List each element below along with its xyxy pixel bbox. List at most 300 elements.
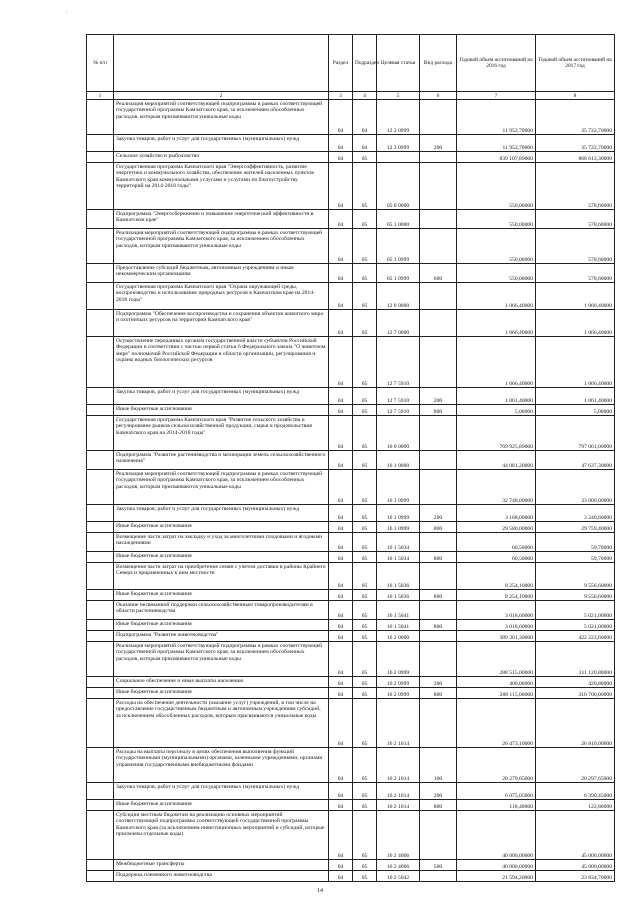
- table-row: [87, 152, 615, 163]
- razdel-cell: 04: [329, 405, 353, 416]
- amount-2016-cell: 40 000,00000: [457, 811, 536, 860]
- cs-cell: 05 1 0999: [377, 229, 420, 264]
- razdel-cell: 04: [329, 100, 353, 135]
- amount-2017-cell: 1 066,40000: [536, 283, 615, 310]
- amount-2016-cell: 11 952,70000: [457, 135, 536, 152]
- table-row: [87, 533, 615, 552]
- col-2017-header: Годовой объем ассигнований на 2017 год: [536, 35, 615, 92]
- amount-2016-cell: 288 515,00000: [457, 642, 536, 677]
- razdel-cell: 04: [329, 163, 353, 210]
- table-row: [87, 783, 615, 800]
- vr-cell: 800: [420, 620, 457, 631]
- podrazdel-cell: 05: [353, 871, 377, 882]
- podrazdel-cell: 05: [353, 470, 377, 505]
- podrazdel-cell: 05: [353, 505, 377, 522]
- budget-table: [86, 34, 615, 882]
- amount-2016-cell: 40 000,00000: [457, 860, 536, 871]
- table-row: [87, 748, 615, 783]
- cs-cell: 16 2 4006: [377, 811, 420, 860]
- amount-2017-cell: 20 297,65000: [536, 748, 615, 783]
- razdel-cell: 04: [329, 631, 353, 642]
- num-cell: [87, 811, 114, 860]
- page-number: 14: [317, 888, 323, 894]
- vr-cell: 500: [420, 860, 457, 871]
- podrazdel-cell: 05: [353, 310, 377, 337]
- podrazdel-cell: 05: [353, 590, 377, 601]
- amount-2017-cell: 35 722,70000: [536, 135, 615, 152]
- amount-2016-cell: 550,00000: [457, 210, 536, 229]
- num-cell: [87, 100, 114, 135]
- colnum: 7: [457, 92, 536, 100]
- name-cell: Реализация мероприятий соответствующей подпрограммы в рамках соответствующей государственной программы Камчатского края, за исключением обособленных расходов, которым присваиваются уникальные коды: [114, 470, 329, 505]
- cs-cell: [377, 152, 420, 163]
- amount-2017-cell: 578,60000: [536, 210, 615, 229]
- cs-cell: 12 2 0999: [377, 135, 420, 152]
- amount-2017-cell: 59,70000: [536, 533, 615, 552]
- num-cell: [87, 505, 114, 522]
- cs-cell: 16 1 0000: [377, 451, 420, 470]
- name-cell: Государственная программа Камчатского края "Развитие сельского хозяйства и регулирование рынков сельскохозяйственной продукции, сырья и продовольствия Камчатского края на 2014-2018 годы": [114, 416, 329, 451]
- podrazdel-cell: 05: [353, 388, 377, 405]
- razdel-cell: 04: [329, 505, 353, 522]
- num-cell: [87, 264, 114, 283]
- razdel-cell: 04: [329, 811, 353, 860]
- razdel-cell: 04: [329, 135, 353, 152]
- col-podrazdel-header: Подраздел: [353, 35, 377, 92]
- vr-cell: 300: [420, 677, 457, 688]
- table-body: [87, 100, 615, 882]
- col-2016-header: Годовой объем ассигнований на 2016 год: [457, 35, 536, 92]
- vr-cell: [420, 283, 457, 310]
- podrazdel-cell: 05: [353, 210, 377, 229]
- table-row: [87, 451, 615, 470]
- name-cell: Подпрограмма "Обеспечение воспроизводства и сохранения объектов животного мира и охотничьих ресурсов на территории Камчатского края": [114, 310, 329, 337]
- podrazdel-cell: 05: [353, 783, 377, 800]
- cs-cell: 16 2 1014: [377, 699, 420, 748]
- cs-cell: 12 7 5910: [377, 388, 420, 405]
- amount-2017-cell: 33 000,00000: [536, 470, 615, 505]
- vr-cell: 800: [420, 405, 457, 416]
- amount-2016-cell: 21 594,20000: [457, 871, 536, 882]
- amount-2017-cell: 45 000,00000: [536, 811, 615, 860]
- vr-cell: [420, 563, 457, 590]
- colnum: 4: [353, 92, 377, 100]
- cs-cell: 12 7 5910: [377, 337, 420, 388]
- num-cell: [87, 388, 114, 405]
- cs-cell: 16 1 0999: [377, 470, 420, 505]
- razdel-cell: 04: [329, 748, 353, 783]
- table-row: [87, 470, 615, 505]
- num-cell: [87, 552, 114, 563]
- cs-cell: 16 1 5034: [377, 552, 420, 563]
- num-cell: [87, 451, 114, 470]
- razdel-cell: 04: [329, 871, 353, 882]
- amount-2017-cell: 578,60000: [536, 163, 615, 210]
- amount-2016-cell: 60,50000: [457, 552, 536, 563]
- amount-2017-cell: 420,80000: [536, 677, 615, 688]
- razdel-cell: 04: [329, 264, 353, 283]
- amount-2017-cell: 35 722,70000: [536, 100, 615, 135]
- colnum: 5: [377, 92, 420, 100]
- razdel-cell: 04: [329, 590, 353, 601]
- amount-2016-cell: 8 254,10000: [457, 590, 536, 601]
- podrazdel-cell: 05: [353, 677, 377, 688]
- vr-cell: 200: [420, 505, 457, 522]
- cs-cell: 16 1 5036: [377, 563, 420, 590]
- amount-2017-cell: 797 061,00000: [536, 416, 615, 451]
- num-cell: [87, 135, 114, 152]
- name-cell: Иные бюджетные ассигнования: [114, 590, 329, 601]
- podrazdel-cell: 05: [353, 283, 377, 310]
- razdel-cell: 04: [329, 229, 353, 264]
- vr-cell: [420, 871, 457, 882]
- name-cell: Подпрограмма "Развитие животноводства": [114, 631, 329, 642]
- vr-cell: [420, 337, 457, 388]
- podrazdel-cell: 04: [353, 135, 377, 152]
- vr-cell: 100: [420, 748, 457, 783]
- cs-cell: 16 2 1014: [377, 800, 420, 811]
- amount-2017-cell: 45 000,00000: [536, 860, 615, 871]
- podrazdel-cell: 05: [353, 699, 377, 748]
- amount-2016-cell: 3 018,60000: [457, 601, 536, 620]
- amount-2017-cell: 311 120,80000: [536, 642, 615, 677]
- name-cell: Подпрограмма "Энергосбережение и повышение энергетической эффективности в Камчатском крае": [114, 210, 329, 229]
- vr-cell: [420, 210, 457, 229]
- vr-cell: [420, 451, 457, 470]
- name-cell: Социальное обеспечение и иные выплаты населению: [114, 677, 329, 688]
- amount-2016-cell: 44 081,20000: [457, 451, 536, 470]
- vr-cell: [420, 631, 457, 642]
- num-cell: [87, 642, 114, 677]
- num-cell: [87, 783, 114, 800]
- amount-2017-cell: 122,80000: [536, 800, 615, 811]
- razdel-cell: 04: [329, 416, 353, 451]
- amount-2017-cell: 578,60000: [536, 229, 615, 264]
- razdel-cell: 04: [329, 451, 353, 470]
- amount-2017-cell: 1 061,40000: [536, 388, 615, 405]
- name-cell: Иные бюджетные ассигнования: [114, 552, 329, 563]
- cs-cell: 05 1 0000: [377, 210, 420, 229]
- table-row: [87, 590, 615, 601]
- table-row: [87, 135, 615, 152]
- table-row: [87, 800, 615, 811]
- razdel-cell: 04: [329, 210, 353, 229]
- cs-cell: 16 2 1014: [377, 783, 420, 800]
- num-cell: [87, 677, 114, 688]
- razdel-cell: 04: [329, 642, 353, 677]
- cs-cell: 16 2 0999: [377, 688, 420, 699]
- header-row: [87, 35, 615, 92]
- amount-2017-cell: 5,00000: [536, 405, 615, 416]
- table-row: [87, 310, 615, 337]
- vr-cell: 800: [420, 800, 457, 811]
- amount-2016-cell: 1 066,40000: [457, 283, 536, 310]
- name-cell: Возмещение части затрат на закладку и уход за многолетними плодовыми и ягодными насаждениями: [114, 533, 329, 552]
- vr-cell: [420, 100, 457, 135]
- amount-2017-cell: 1 066,40000: [536, 310, 615, 337]
- cs-cell: 16 2 0999: [377, 642, 420, 677]
- amount-2017-cell: 5 021,00000: [536, 601, 615, 620]
- amount-2016-cell: 550,00000: [457, 229, 536, 264]
- razdel-cell: 04: [329, 563, 353, 590]
- num-cell: [87, 470, 114, 505]
- vr-cell: [420, 152, 457, 163]
- podrazdel-cell: 05: [353, 601, 377, 620]
- razdel-cell: 04: [329, 283, 353, 310]
- num-cell: [87, 283, 114, 310]
- amount-2016-cell: 3 018,60000: [457, 620, 536, 631]
- name-cell: Оказание несвязанной поддержки сельскохозяйственным товаропроизводителям в области растениеводства: [114, 601, 329, 620]
- podrazdel-cell: 05: [353, 811, 377, 860]
- cs-cell: 05 1 0999: [377, 264, 420, 283]
- table-row: [87, 642, 615, 677]
- cs-cell: 16 1 0999: [377, 505, 420, 522]
- cs-cell: 16 2 1014: [377, 748, 420, 783]
- table-row: [87, 552, 615, 563]
- amount-2016-cell: 3 168,00000: [457, 505, 536, 522]
- amount-2016-cell: 1 066,40000: [457, 337, 536, 388]
- num-cell: [87, 152, 114, 163]
- razdel-cell: 04: [329, 552, 353, 563]
- num-cell: [87, 310, 114, 337]
- table-row: [87, 631, 615, 642]
- num-cell: [87, 620, 114, 631]
- name-cell: Государственная программа Камчатского края "Энергоэффективность, развитие энергетики и коммунального хозяйства, обеспечение жителей населенных пунктов Камчатского края коммунальными услугами и услугами по благоустройству территорий на 2014-2018 годы": [114, 163, 329, 210]
- razdel-cell: 04: [329, 152, 353, 163]
- name-cell: Субсидии местным бюджетам на реализацию основных мероприятий соответствующей подпрограммы соответствующей государственной программы Камчатского края (за исключением инвестиционных мероприятий и субсидий, которые присвоены отдельные коды): [114, 811, 329, 860]
- razdel-cell: 04: [329, 388, 353, 405]
- podrazdel-cell: 05: [353, 552, 377, 563]
- amount-2016-cell: 5,00000: [457, 405, 536, 416]
- vr-cell: [420, 533, 457, 552]
- corner-mark: :: [66, 10, 68, 15]
- table-row: [87, 860, 615, 871]
- num-cell: [87, 631, 114, 642]
- name-cell: Реализация мероприятий соответствующей подпрограммы в рамках соответствующей государственной программы Камчатского края, за исключением обособленных расходов, которым присваиваются уникальные коды: [114, 229, 329, 264]
- table-row: [87, 563, 615, 590]
- name-cell: Сельское хозяйство и рыболовство: [114, 152, 329, 163]
- amount-2017-cell: 9 556,60000: [536, 590, 615, 601]
- podrazdel-cell: 05: [353, 337, 377, 388]
- amount-2017-cell: 5 021,00000: [536, 620, 615, 631]
- name-cell: Иные бюджетные ассигнования: [114, 522, 329, 533]
- vr-cell: [420, 163, 457, 210]
- amount-2017-cell: 59,70000: [536, 552, 615, 563]
- num-cell: [87, 800, 114, 811]
- vr-cell: 800: [420, 552, 457, 563]
- table-row: [87, 505, 615, 522]
- num-cell: [87, 871, 114, 882]
- vr-cell: 200: [420, 783, 457, 800]
- amount-2017-cell: 47 637,30000: [536, 451, 615, 470]
- col-name-header: [114, 35, 329, 92]
- amount-2016-cell: 389 301,30000: [457, 631, 536, 642]
- vr-cell: 200: [420, 388, 457, 405]
- podrazdel-cell: 05: [353, 860, 377, 871]
- podrazdel-cell: 05: [353, 563, 377, 590]
- podrazdel-cell: 05: [353, 748, 377, 783]
- cs-cell: 16 2 0999: [377, 677, 420, 688]
- amount-2016-cell: 20 279,65000: [457, 748, 536, 783]
- num-cell: [87, 210, 114, 229]
- amount-2016-cell: 769 925,89000: [457, 416, 536, 451]
- col-razdel-header: Раздел: [329, 35, 353, 92]
- cs-cell: 12 7 0000: [377, 310, 420, 337]
- num-cell: [87, 337, 114, 388]
- amount-2016-cell: 118,40000: [457, 800, 536, 811]
- amount-2017-cell: 6 390,45000: [536, 783, 615, 800]
- podrazdel-cell: 05: [353, 451, 377, 470]
- razdel-cell: 04: [329, 470, 353, 505]
- podrazdel-cell: 05: [353, 642, 377, 677]
- name-cell: Иные бюджетные ассигнования: [114, 620, 329, 631]
- num-cell: [87, 522, 114, 533]
- razdel-cell: 04: [329, 620, 353, 631]
- cs-cell: 16 1 5041: [377, 601, 420, 620]
- num-cell: [87, 163, 114, 210]
- podrazdel-cell: 05: [353, 405, 377, 416]
- colnum: 8: [536, 92, 615, 100]
- cs-cell: 16 1 5041: [377, 620, 420, 631]
- table-row: [87, 416, 615, 451]
- table-row: [87, 620, 615, 631]
- cs-cell: 12 7 5910: [377, 405, 420, 416]
- amount-2017-cell: 310 700,00000: [536, 688, 615, 699]
- amount-2016-cell: 26 473,10000: [457, 699, 536, 748]
- razdel-cell: 04: [329, 783, 353, 800]
- num-cell: [87, 601, 114, 620]
- podrazdel-cell: 05: [353, 416, 377, 451]
- podrazdel-cell: 04: [353, 100, 377, 135]
- razdel-cell: 04: [329, 522, 353, 533]
- num-cell: [87, 563, 114, 590]
- colnum: 6: [420, 92, 457, 100]
- name-cell: Иные бюджетные ассигнования: [114, 405, 329, 416]
- razdel-cell: 04: [329, 533, 353, 552]
- vr-cell: [420, 601, 457, 620]
- vr-cell: [420, 470, 457, 505]
- name-cell: Иные бюджетные ассигнования: [114, 688, 329, 699]
- amount-2016-cell: 1 066,40000: [457, 310, 536, 337]
- podrazdel-cell: 05: [353, 620, 377, 631]
- table-row: [87, 811, 615, 860]
- amount-2017-cell: 26 810,00000: [536, 699, 615, 748]
- num-cell: [87, 699, 114, 748]
- vr-cell: 600: [420, 264, 457, 283]
- amount-2016-cell: 1 061,40000: [457, 388, 536, 405]
- vr-cell: [420, 699, 457, 748]
- amount-2017-cell: 422 223,60000: [536, 631, 615, 642]
- num-cell: [87, 229, 114, 264]
- cs-cell: 16 2 4006: [377, 860, 420, 871]
- name-cell: Закупка товаров, работ и услуг для государственных (муниципальных) нужд: [114, 505, 329, 522]
- name-cell: Расходы на выплаты персоналу в целях обеспечения выполнения функций государственными (муниципальными) органами, казенными учреждениями, органами управления государственными внебюджетными фондами: [114, 748, 329, 783]
- amount-2016-cell: 839 107,89000: [457, 152, 536, 163]
- cs-cell: 12 0 0000: [377, 283, 420, 310]
- amount-2016-cell: 550,00000: [457, 163, 536, 210]
- table-row: [87, 405, 615, 416]
- amount-2017-cell: 1 066,40000: [536, 337, 615, 388]
- podrazdel-cell: 05: [353, 631, 377, 642]
- amount-2016-cell: 6 075,05000: [457, 783, 536, 800]
- name-cell: Предоставление субсидий бюджетным, автономным учреждениям и иным некоммерческим организациям: [114, 264, 329, 283]
- name-cell: Государственная программа Камчатского края "Охрана окружающей среды, воспроизводство и использование природных ресурсов в Камчатском крае на 2014-2018 годы": [114, 283, 329, 310]
- name-cell: Поддержка племенного животноводства: [114, 871, 329, 882]
- table-row: [87, 210, 615, 229]
- name-cell: Реализация мероприятий соответствующей подпрограммы в рамках соответствующей государственной программы Камчатского края, за исключением обособленных расходов, которым присваиваются уникальные коды: [114, 100, 329, 135]
- name-cell: Осуществление переданных органам государственной власти субъектов Российской Федерации в соответствии с частью первой статьи 6 Федерального закона "О животном мире" полномочий Российской Федерации в области организации, регулирования и охраны водных биологических ресурсов: [114, 337, 329, 388]
- razdel-cell: 04: [329, 337, 353, 388]
- num-cell: [87, 416, 114, 451]
- amount-2016-cell: 288 115,00000: [457, 688, 536, 699]
- amount-2016-cell: 8 254,10000: [457, 563, 536, 590]
- table-row: [87, 871, 615, 882]
- col-cs-header: Целевая статья: [377, 35, 420, 92]
- name-cell: Расходы на обеспечение деятельности (оказание услуг) учреждений, в том числе на предоставление государственным бюджетным и автономным учреждениям субсидий, за исключением обособленных расходов, которым присваиваются уникальные коды: [114, 699, 329, 748]
- cs-cell: 05 0 0000: [377, 163, 420, 210]
- podrazdel-cell: 05: [353, 163, 377, 210]
- amount-2017-cell: 9 556,60000: [536, 563, 615, 590]
- table-row: [87, 699, 615, 748]
- name-cell: Иные бюджетные ассигнования: [114, 800, 329, 811]
- column-number-row: [87, 92, 615, 100]
- amount-2016-cell: 29 580,00000: [457, 522, 536, 533]
- vr-cell: 800: [420, 522, 457, 533]
- cs-cell: 12 2 0999: [377, 100, 420, 135]
- podrazdel-cell: 05: [353, 688, 377, 699]
- amount-2017-cell: 578,60000: [536, 264, 615, 283]
- amount-2017-cell: 23 834,70000: [536, 871, 615, 882]
- cs-cell: 16 2 5042: [377, 871, 420, 882]
- cs-cell: 16 0 0000: [377, 416, 420, 451]
- table-row: [87, 522, 615, 533]
- name-cell: Закупка товаров, работ и услуг для государственных (муниципальных) нужд: [114, 135, 329, 152]
- table-row: [87, 677, 615, 688]
- table-row: [87, 688, 615, 699]
- cs-cell: 16 1 0999: [377, 522, 420, 533]
- name-cell: Закупка товаров, работ и услуг для государственных (муниципальных) нужд: [114, 388, 329, 405]
- name-cell: Реализация мероприятий соответствующей подпрограммы в рамках соответствующей государственной программы Камчатского края, за исключением обособленных расходов, которым присваиваются уникальные коды: [114, 642, 329, 677]
- amount-2016-cell: 550,00000: [457, 264, 536, 283]
- table-row: [87, 264, 615, 283]
- razdel-cell: 04: [329, 601, 353, 620]
- col-num-header: № п/п: [87, 35, 114, 92]
- amount-2016-cell: 60,50000: [457, 533, 536, 552]
- colnum: 2: [114, 92, 329, 100]
- table-row: [87, 283, 615, 310]
- table-row: [87, 163, 615, 210]
- num-cell: [87, 748, 114, 783]
- vr-cell: 800: [420, 590, 457, 601]
- amount-2017-cell: 29 759,40000: [536, 522, 615, 533]
- podrazdel-cell: 05: [353, 229, 377, 264]
- name-cell: Межбюджетные трансферты: [114, 860, 329, 871]
- num-cell: [87, 533, 114, 552]
- vr-cell: [420, 811, 457, 860]
- cs-cell: 16 1 5036: [377, 590, 420, 601]
- name-cell: Закупка товаров, работ и услуг для государственных (муниципальных) нужд: [114, 783, 329, 800]
- col-vr-header: Вид расхода: [420, 35, 457, 92]
- vr-cell: [420, 310, 457, 337]
- name-cell: Подпрограмма "Развитие растениеводства и мелиорации земель сельскохозяйственного назначения": [114, 451, 329, 470]
- colnum: 1: [87, 92, 114, 100]
- num-cell: [87, 860, 114, 871]
- vr-cell: [420, 416, 457, 451]
- razdel-cell: 04: [329, 860, 353, 871]
- podrazdel-cell: 05: [353, 152, 377, 163]
- table-row: [87, 388, 615, 405]
- num-cell: [87, 590, 114, 601]
